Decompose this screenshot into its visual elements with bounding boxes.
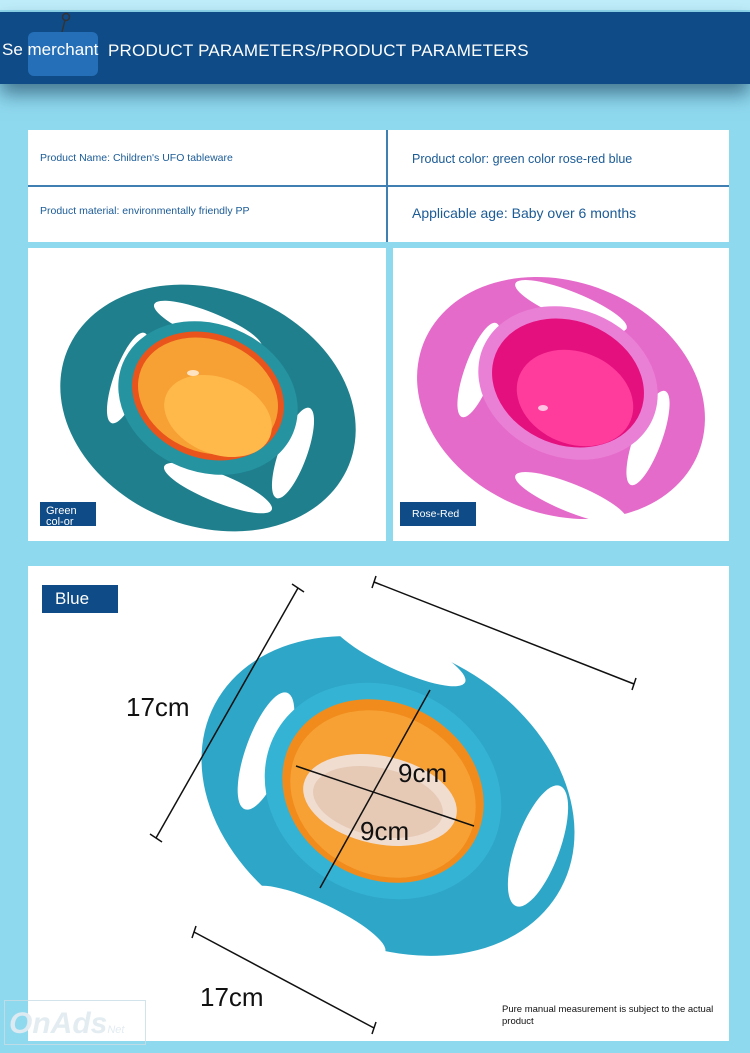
- rose-bowl-image: [393, 248, 729, 541]
- green-product-card: [28, 248, 386, 541]
- dimension-width-label: 17cm: [126, 692, 190, 722]
- dimension-depth-label: 17cm: [200, 982, 264, 1012]
- product-color: Product color: green color rose-red blue: [412, 152, 633, 166]
- blue-bowl-image: [28, 566, 729, 1041]
- rose-red-tag: Rose-Red: [400, 502, 476, 526]
- merchant-name: Se merchant: [2, 40, 99, 59]
- table-divider-vertical: [386, 130, 388, 242]
- blue-product-card: [28, 566, 729, 1041]
- measurement-note: Pure manual measurement is subject to the actual product: [502, 1004, 714, 1027]
- header-bar: [0, 12, 750, 84]
- pin-icon: [60, 12, 72, 34]
- dimension-inner-depth-label: 9cm: [360, 816, 410, 846]
- page-title: PRODUCT PARAMETERS/PRODUCT PARAMETERS: [108, 41, 529, 60]
- product-name: Product Name: Children's UFO tableware: [40, 152, 233, 164]
- green-color-tag: Green col-or: [40, 502, 96, 526]
- dimension-inner-width-label: 9cm: [398, 758, 448, 788]
- watermark-logo: [4, 1000, 146, 1045]
- parameters-table: [28, 130, 729, 242]
- green-bowl-image: [28, 248, 386, 541]
- watermark-suffix: Net: [107, 1024, 125, 1036]
- top-stripe: [0, 0, 750, 10]
- applicable-age: Applicable age: Baby over 6 months: [412, 205, 637, 221]
- product-material: Product material: environmentally friendly PP: [40, 205, 250, 217]
- watermark-text: OnAds: [9, 1007, 108, 1040]
- rose-product-card: [393, 248, 729, 541]
- blue-tag: Blue: [42, 585, 118, 613]
- table-divider-horizontal: [28, 185, 729, 187]
